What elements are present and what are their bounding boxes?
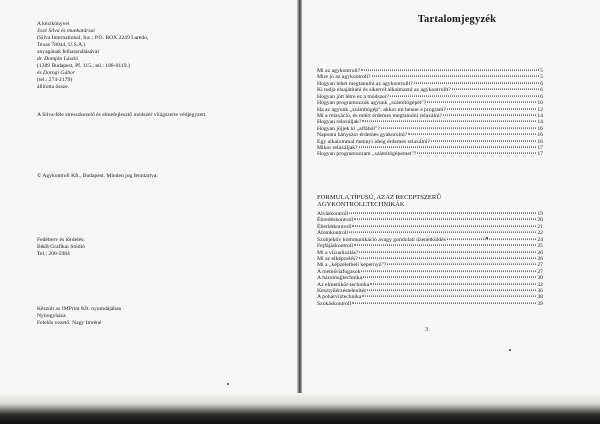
toc-entry-page: 25: [537, 243, 543, 250]
toc-dot-leader: [372, 76, 540, 77]
toc-entry-page: 17: [537, 151, 543, 158]
toc-entry-title: Hogyan programozzuk agyunk „számítógépét"?: [317, 100, 427, 107]
scan-speck: [486, 237, 488, 239]
toc-entry-page: 22: [537, 230, 543, 237]
colophon: [37, 21, 227, 91]
toc-entry-title: Az elmetükör-technika: [317, 281, 370, 288]
toc-dot-leader: [390, 95, 539, 96]
trademark-text: A Silva-féle stresszkezelő és elmefejlesztő módszer világszerte védjegyzett.: [37, 112, 207, 118]
toc-entry-page: 16: [537, 125, 543, 132]
toc-entry-title: Hogyan jött létre ez a módszer?: [317, 93, 390, 100]
toc-entry-title: A pohárvíztechnika: [317, 294, 362, 301]
toc-dot-leader: [417, 153, 536, 154]
toc-entry-page: 10: [537, 100, 543, 107]
toc-entry-page: 26: [537, 255, 543, 262]
toc-dot-leader: [370, 283, 536, 284]
table-of-contents-part-2: [317, 211, 543, 307]
toc-dot-leader: [361, 70, 539, 71]
toc-entry-title: Hogyan lehet megtanulni az agykontrollt?: [317, 80, 413, 87]
toc-entry-title: Mi az elképzelés?: [317, 255, 358, 262]
toc-entry-page: 6: [540, 93, 543, 100]
toc-entry-page: 20: [537, 217, 543, 224]
toc-entry-title: Naponta hányszor érdemes gyakorolni?: [317, 132, 408, 139]
toc-dot-leader: [352, 303, 536, 304]
toc-entry-title: Szubjektív kommunikáció avagy gondolati üzenetküldés: [317, 236, 446, 243]
toc-dot-leader: [452, 89, 539, 90]
copyright-text: © Agykontroll Kft., Budapest. Minden jog fenntartva.: [37, 173, 158, 179]
toc-entry-page: 19: [537, 211, 543, 217]
toc-entry-title: Éberlétkontroll: [317, 223, 352, 230]
editing-line: B&B Grafikai Stúdió: [37, 244, 85, 250]
toc-dot-leader: [354, 219, 536, 220]
toc-entry-title: Hogyan relaxáljak?: [317, 119, 362, 126]
toc-entry-page: 21: [537, 223, 543, 230]
toc-dot-leader: [387, 264, 536, 265]
toc-dot-leader: [352, 225, 536, 226]
editing-line: Fedélterv és tördelés:: [37, 237, 85, 243]
toc-entry-title: Mi a relaxáció, és miért érdemes megtanulni relaxálni?: [317, 112, 443, 119]
printing-line: Felelős vezető: Nagy Imréné: [37, 320, 102, 326]
toc-entry-page: 16: [537, 138, 543, 145]
section-heading-line: AGYKONTROLLTECHNIKÁK: [317, 201, 405, 209]
toc-dot-leader: [431, 140, 536, 141]
toc-entry: [317, 301, 543, 307]
printing-credits: [37, 306, 237, 327]
table-of-contents-part-1: [317, 68, 543, 158]
toc-dot-leader: [349, 232, 536, 233]
toc-entry-page: 14: [537, 112, 543, 119]
book-gutter: [297, 0, 302, 424]
toc-entry-title: Hogyan jöjjek ki „alfából"?: [317, 125, 380, 132]
toc-entry-page: 30: [537, 275, 543, 282]
toc-entry-page: 36: [537, 288, 543, 295]
colophon-line: és Dorogi Gábor: [37, 70, 76, 76]
toc-entry-page: 27: [537, 268, 543, 275]
toc-entry-title: Mi az agykontroll?: [317, 68, 361, 74]
toc-dot-leader: [427, 102, 536, 103]
toc-dot-leader: [447, 238, 536, 239]
toc-entry-title: A memóriafogasok: [317, 268, 361, 275]
toc-entry-page: 5: [540, 68, 543, 74]
toc-entry-title: Egy alkalommal mennyi ideig érdemes relaxálni?: [317, 138, 430, 145]
toc-entry-title: Hogyan programozzam „számítógépemet"?: [317, 151, 417, 158]
toc-dot-leader: [362, 121, 536, 122]
scan-bottom-shadow: [0, 393, 600, 424]
toc-entry-title: Mire jó az agykontroll?: [317, 74, 371, 81]
toc-entry-page: 5: [540, 74, 543, 81]
colophon-line: A kézikönyvet: [37, 21, 70, 27]
toc-entry-page: 16: [537, 132, 543, 139]
toc-dot-leader: [362, 296, 536, 297]
colophon-line: állította össze.: [37, 84, 70, 90]
toc-entry-title: Mikor relaxáljak?: [317, 145, 358, 152]
section-heading-line: FORMULA TÍPUSÚ, AZAZ RECEPTSZERŰ: [317, 194, 442, 201]
toc-entry-page: 6: [540, 87, 543, 94]
printing-line: Készült az IMPrint Kft. nyomdájában: [37, 306, 122, 312]
toc-entry-title: Ébredéskontroll: [317, 217, 354, 224]
toc-dot-leader: [349, 213, 536, 214]
editing-line: Tel.: 208-5984: [37, 251, 70, 257]
colophon-line: Texas 78044, U.S.A.): [37, 42, 86, 48]
toc-entry-title: Mi a „képzeletbeli képernyő"?: [317, 262, 387, 269]
toc-dot-leader: [359, 258, 537, 259]
toc-dot-leader: [381, 127, 537, 128]
toc-entry-title: Fejfájáskontroll: [317, 243, 354, 250]
printing-line: Nyíregyháza: [37, 313, 66, 319]
toc-dot-leader: [361, 270, 536, 271]
toc-entry-title: Ha az agyunk „számítógép", akkor mi benne a program?: [317, 106, 446, 113]
toc-entry-page: 32: [537, 281, 543, 288]
section-heading: [317, 194, 441, 208]
left-page: [0, 0, 299, 424]
page-number: 3: [425, 327, 428, 333]
toc-entry-page: 39: [537, 300, 543, 307]
toc-dot-leader: [447, 108, 536, 109]
toc-entry-page: 12: [537, 106, 543, 113]
colophon-line: (1389 Budapest, Pf. 115.; tel.: 188-0119.): [37, 63, 130, 69]
editing-credits: [37, 237, 237, 258]
toc-entry-page: 14: [537, 119, 543, 126]
toc-entry-title: Alváskontroll: [317, 211, 349, 217]
toc-entry-title: Kesztyűérzéstelenítés: [317, 288, 367, 295]
trademark-note: [37, 112, 277, 119]
toc-entry-page: 6: [540, 80, 543, 87]
toc-entry-page: 17: [537, 145, 543, 152]
colophon-line: José Silva és munkatársai: [37, 28, 95, 34]
toc-dot-leader: [414, 82, 539, 83]
colophon-line: (tel.: 274-2179): [37, 77, 73, 83]
toc-dot-leader: [443, 115, 536, 116]
toc-entry-page: 38: [537, 294, 543, 301]
colophon-line: dr. Domján László: [37, 56, 79, 62]
page-title: Tartalomjegyzék: [417, 14, 497, 25]
toc-entry-title: Álomkontroll: [317, 230, 348, 237]
toc-dot-leader: [363, 277, 536, 278]
toc-entry-title: Ki tudja elsajátítani és sikerrel alkalmazni az agykontrollt?: [317, 87, 451, 94]
toc-dot-leader: [367, 290, 536, 291]
toc-entry-title: Mi a vizualizálás?: [317, 249, 359, 256]
toc-entry-page: 26: [537, 249, 543, 256]
toc-entry: [317, 151, 543, 157]
toc-dot-leader: [408, 134, 536, 135]
toc-entry-title: A háromujjtechnika: [317, 275, 363, 282]
toc-entry-page: 24: [537, 236, 543, 243]
copyright-note: [37, 173, 277, 180]
colophon-line: anyagának felhasználásával: [37, 49, 99, 55]
toc-entry-title: Szokáskontroll: [317, 300, 352, 307]
toc-dot-leader: [359, 251, 536, 252]
scan-speck: [227, 383, 229, 385]
toc-entry-page: 27: [537, 262, 543, 269]
toc-dot-leader: [354, 245, 536, 246]
colophon-line: (Silva International, Inc.; P.O. BOX 2249 Laredo,: [37, 35, 149, 41]
scan-speck: [509, 349, 511, 351]
toc-dot-leader: [359, 147, 537, 148]
